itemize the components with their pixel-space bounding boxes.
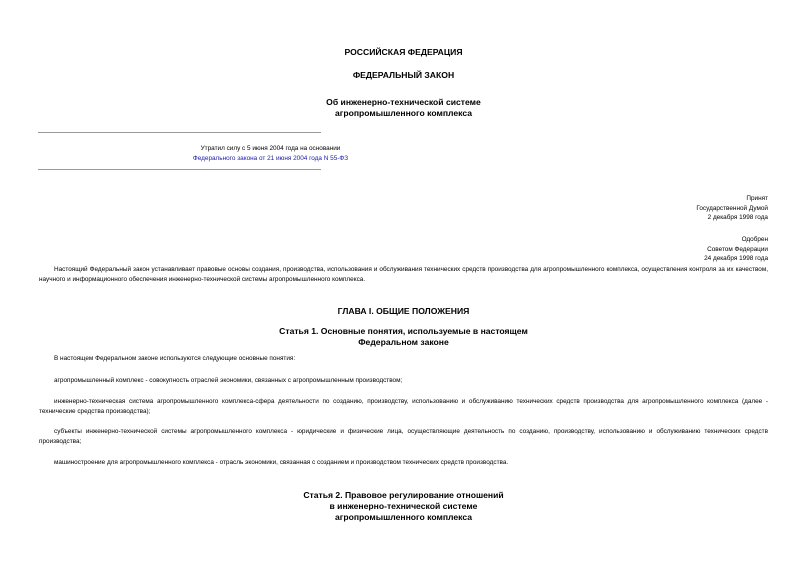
preamble-paragraph: Настоящий Федеральный закон устанавливает правовые основы создания, производства, использования и обслуживания технических средств производства для агропромышленного комплекса, осуществления контроля за их качеством, научного и информационного обеспечения инженерно-технической системы агропромышленного комплекса. (39, 266, 768, 283)
article1-paragraph-1: В настоящем Федеральном законе используются следующие основные понятия: (54, 355, 296, 362)
article1-title-line2: Федеральном законе (358, 337, 449, 347)
adopted-label: Принят (746, 195, 768, 202)
article2-title-line2: в инженерно-технической системе (329, 501, 478, 511)
adopted-block (696, 194, 768, 223)
article1-paragraph-3: инженерно-техническая система агропромышленного комплекса-сфера деятельности по созданию, производству, использованию и обслуживанию технических средств производства для агропромышленного комплекса (далее - технические средства производства); (39, 398, 768, 415)
doc-type-heading: ФЕДЕРАЛЬНЫЙ ЗАКОН (352, 70, 455, 80)
approved-by: Советом Федерации (707, 245, 768, 253)
country-heading: РОССИЙСКАЯ ФЕДЕРАЦИЯ (344, 47, 463, 57)
approved-block (704, 235, 768, 264)
repeal-notice: Утратил силу с 5 июня 2004 года на основании (200, 145, 341, 152)
adopted-by: Государственной Думой (696, 204, 768, 212)
article2-title-line1: Статья 2. Правовое регулирование отношений (303, 490, 504, 500)
divider-top (38, 132, 321, 133)
article1-paragraph-2: агропромышленный комплекс - совокупность отраслей экономики, связанных с агропромышленным производством; (54, 377, 403, 384)
approved-date: 24 декабря 1998 года (704, 255, 768, 262)
law-title-line1: Об инженерно-технической системе (326, 97, 481, 107)
article2-title-line3: агропромышленного комплекса (334, 512, 472, 522)
repeal-law-link[interactable]: Федерального закона от 21 июня 2004 года N 55-ФЗ (192, 155, 349, 162)
law-title-line2: агропромышленного комплекса (334, 108, 472, 118)
article1-title-line1: Статья 1. Основные понятия, используемые в настоящем (279, 326, 528, 336)
article1-paragraph-4: субъекты инженерно-технической системы агропромышленного комплекса - юридические и физические лица, осуществляющие деятельность по созданию, производству, использованию и обслуживанию технических средств производства; (39, 428, 768, 445)
approved-label: Одобрен (741, 236, 768, 243)
article1-paragraph-5: машиностроение для агропромышленного комплекса - отрасль экономики, связанная с созданием и производством технических средств производства. (54, 459, 509, 466)
adopted-date: 2 декабря 1998 года (707, 214, 768, 221)
chapter-heading: ГЛАВА I. ОБЩИЕ ПОЛОЖЕНИЯ (337, 306, 470, 316)
divider-bottom (38, 169, 321, 170)
